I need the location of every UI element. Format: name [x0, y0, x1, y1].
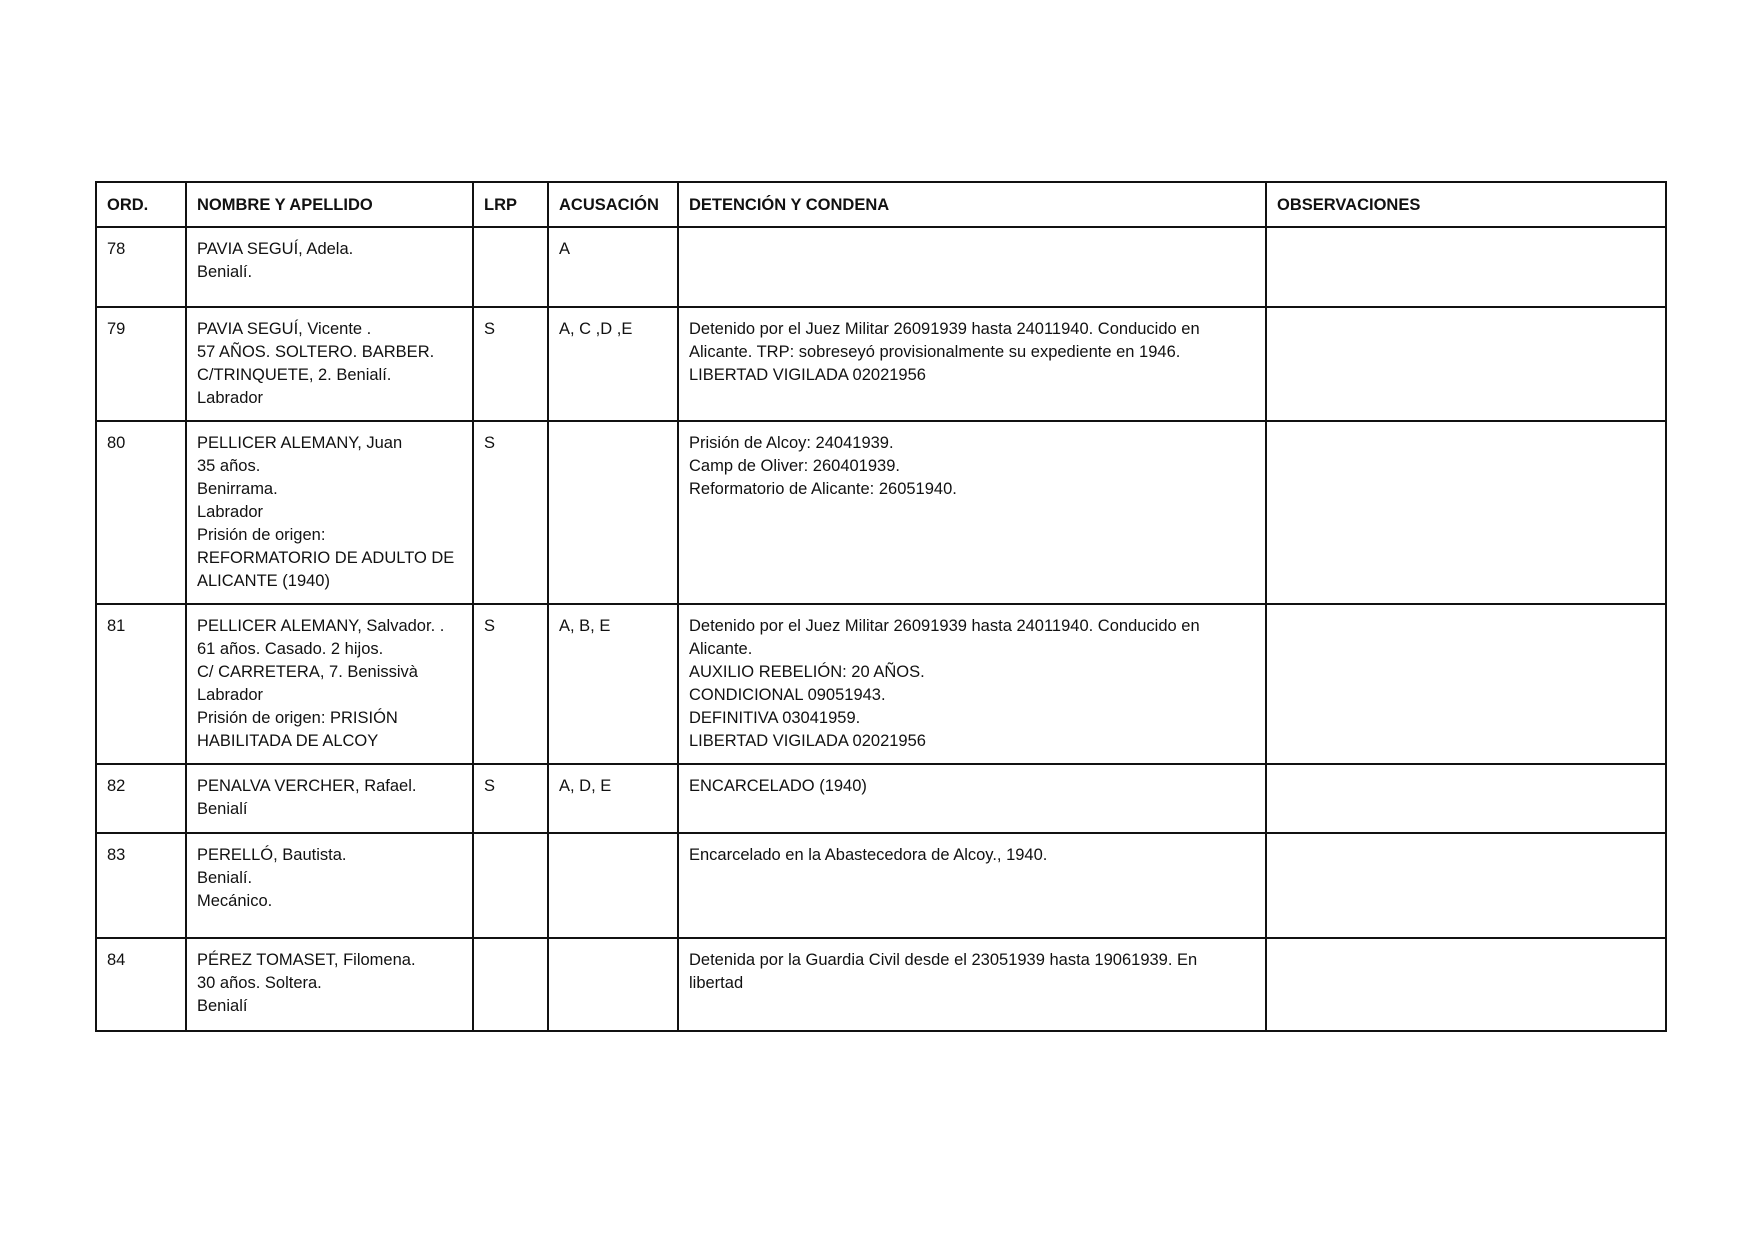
cell-detencion — [678, 307, 1266, 421]
cell-acusacion: A, D, E — [548, 764, 678, 833]
nombre-line: PAVIA SEGUÍ, Adela. — [197, 240, 354, 258]
nombre-line: C/TRINQUETE, 2. Benialí. — [197, 366, 392, 384]
cell-acusacion: A — [548, 227, 678, 307]
cell-acusacion — [548, 833, 678, 938]
cell-ord: 82 — [96, 764, 186, 833]
detencion-text: Detenida por la Guardia Civil desde el 23051939 hasta 19061939. En libertad — [689, 951, 1198, 992]
cell-nombre — [186, 833, 473, 938]
cell-acusacion: A, B, E — [548, 604, 678, 764]
nombre-line: HABILITADA DE ALCOY — [197, 732, 379, 750]
nombre-line: PELLICER ALEMANY, Salvador. . — [197, 617, 445, 635]
nombre-line: REFORMATORIO DE ADULTO DE — [197, 549, 455, 567]
nombre-line: 57 AÑOS. SOLTERO. BARBER. — [197, 343, 435, 361]
cell-observaciones — [1266, 227, 1666, 307]
cell-nombre — [186, 307, 473, 421]
cell-ord: 81 — [96, 604, 186, 764]
nombre-line: PÉREZ TOMASET, Filomena. — [197, 951, 416, 969]
cell-ord: 80 — [96, 421, 186, 604]
nombre-line: ALICANTE (1940) — [197, 572, 330, 590]
cell-ord: 83 — [96, 833, 186, 938]
cell-observaciones — [1266, 604, 1666, 764]
detencion-line: Prisión de Alcoy: 24041939. — [689, 434, 894, 452]
nombre-line: C/ CARRETERA, 7. Benissivà — [197, 663, 418, 681]
detencion-line: AUXILIO REBELIÓN: 20 AÑOS. — [689, 663, 925, 681]
cell-lrp — [473, 938, 548, 1031]
cell-ord: 79 — [96, 307, 186, 421]
header-observaciones: OBSERVACIONES — [1266, 182, 1666, 227]
table-row — [96, 604, 1666, 764]
cell-detencion: ENCARCELADO (1940) — [678, 764, 1266, 833]
nombre-line: Mecánico. — [197, 892, 273, 910]
header-row — [96, 182, 1666, 227]
header-detencion: DETENCIÓN Y CONDENA — [678, 182, 1266, 227]
cell-nombre — [186, 764, 473, 833]
cell-nombre — [186, 938, 473, 1031]
cell-nombre — [186, 227, 473, 307]
header-lrp: LRP — [473, 182, 548, 227]
detencion-line: LIBERTAD VIGILADA 02021956 — [689, 366, 926, 384]
cell-ord: 84 — [96, 938, 186, 1031]
table-row — [96, 938, 1666, 1031]
cell-nombre — [186, 421, 473, 604]
nombre-line: Benialí. — [197, 263, 253, 281]
table-row — [96, 227, 1666, 307]
cell-nombre — [186, 604, 473, 764]
nombre-line: PERELLÓ, Bautista. — [197, 846, 347, 864]
cell-observaciones — [1266, 938, 1666, 1031]
cell-observaciones — [1266, 421, 1666, 604]
detencion-line: DEFINITIVA 03041959. — [689, 709, 861, 727]
header-ord: ORD. — [96, 182, 186, 227]
cell-detencion — [678, 227, 1266, 307]
detencion-line: CONDICIONAL 09051943. — [689, 686, 886, 704]
prisoner-register-table — [95, 181, 1667, 1032]
table-row — [96, 307, 1666, 421]
nombre-line: PAVIA SEGUÍ, Vicente . — [197, 320, 372, 338]
table-row — [96, 833, 1666, 938]
table-row — [96, 421, 1666, 604]
nombre-line: Benirrama. — [197, 480, 278, 498]
cell-detencion: Encarcelado en la Abastecedora de Alcoy., 1940. — [678, 833, 1266, 938]
detencion-text: Detenido por el Juez Militar 26091939 hasta 24011940. Conducido en Alicante. TRP: sobreseyó provisionalmente su expediente en 1946. — [689, 320, 1200, 361]
cell-detencion — [678, 604, 1266, 764]
nombre-line: 61 años. Casado. 2 hijos. — [197, 640, 384, 658]
nombre-line: PENALVA VERCHER, Rafael. — [197, 777, 417, 795]
detencion-text: Detenido por el Juez Militar 26091939 hasta 24011940. Conducido en Alicante. — [689, 617, 1200, 658]
cell-lrp — [473, 227, 548, 307]
cell-observaciones — [1266, 307, 1666, 421]
nombre-line: Benialí — [197, 800, 248, 818]
nombre-line: Prisión de origen: PRISIÓN — [197, 709, 398, 727]
nombre-line: Labrador — [197, 389, 264, 407]
nombre-line: Benialí. — [197, 869, 253, 887]
cell-lrp: S — [473, 604, 548, 764]
nombre-line: 30 años. Soltera. — [197, 974, 322, 992]
cell-acusacion: A, C ,D ,E — [548, 307, 678, 421]
cell-observaciones — [1266, 833, 1666, 938]
nombre-line: Benialí — [197, 997, 248, 1015]
cell-lrp: S — [473, 307, 548, 421]
nombre-line: Prisión de origen: — [197, 526, 326, 544]
nombre-line: Labrador — [197, 503, 264, 521]
table-row — [96, 764, 1666, 833]
cell-lrp: S — [473, 764, 548, 833]
header-acusacion: ACUSACIÓN — [548, 182, 678, 227]
nombre-line: PELLICER ALEMANY, Juan — [197, 434, 403, 452]
header-nombre: NOMBRE Y APELLIDO — [186, 182, 473, 227]
cell-observaciones — [1266, 764, 1666, 833]
cell-lrp: S — [473, 421, 548, 604]
nombre-line: 35 años. — [197, 457, 261, 475]
cell-acusacion — [548, 421, 678, 604]
detencion-line: Reformatorio de Alicante: 26051940. — [689, 480, 957, 498]
cell-detencion — [678, 938, 1266, 1031]
cell-acusacion — [548, 938, 678, 1031]
nombre-line: Labrador — [197, 686, 264, 704]
cell-ord: 78 — [96, 227, 186, 307]
cell-detencion — [678, 421, 1266, 604]
detencion-line: Camp de Oliver: 260401939. — [689, 457, 900, 475]
cell-lrp — [473, 833, 548, 938]
detencion-line: LIBERTAD VIGILADA 02021956 — [689, 732, 926, 750]
